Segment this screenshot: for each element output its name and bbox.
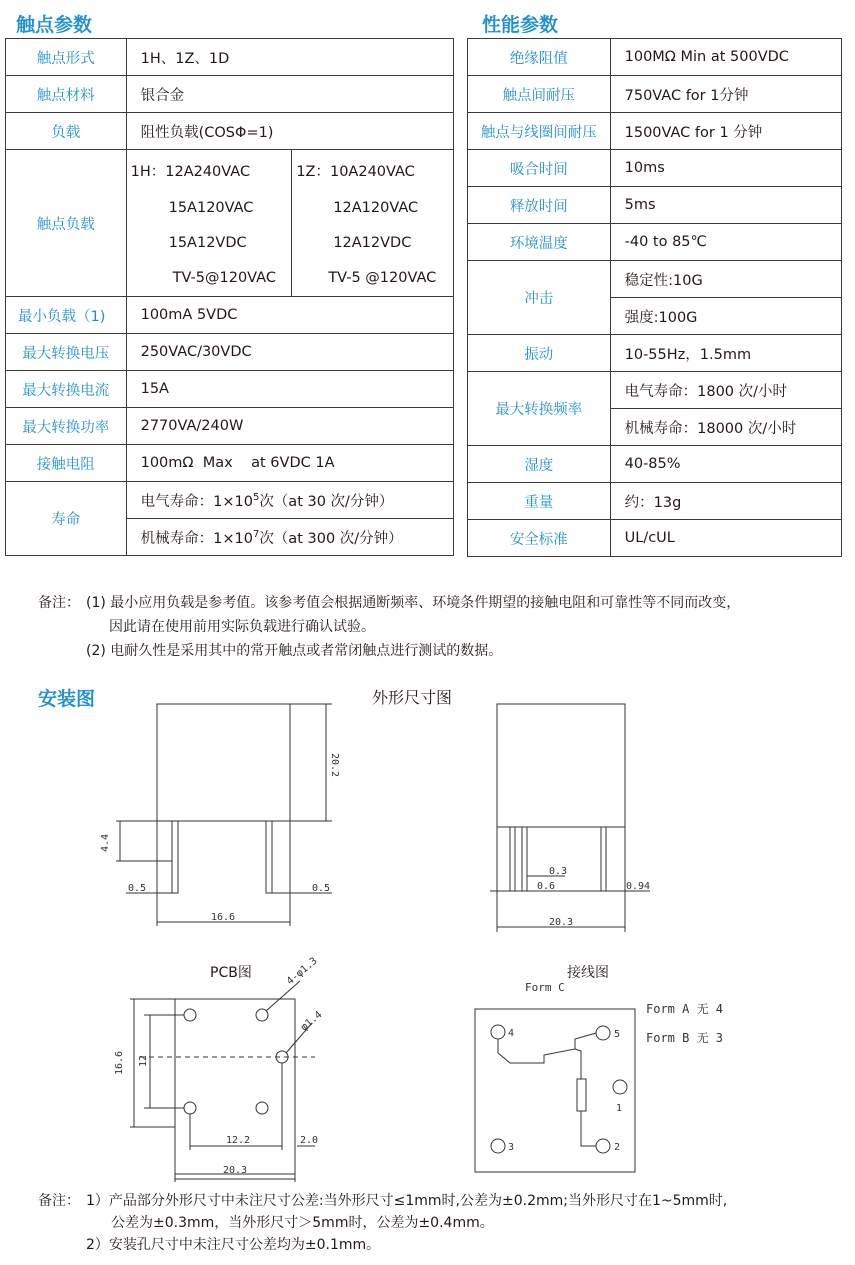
rating-1h-line: 15A120VAC <box>168 199 254 216</box>
row-label: 触点负载 <box>6 150 127 297</box>
row-value: UL/cUL <box>610 520 841 557</box>
table-row <box>6 150 454 297</box>
life-mechanical-text: 次（at 300 次/分钟） <box>259 530 403 547</box>
table-row <box>6 482 454 519</box>
pcb-hole <box>256 1102 268 1114</box>
table-row <box>468 483 842 520</box>
row-value: 机械寿命：18000 次/小时 <box>610 409 841 446</box>
row-value: 5ms <box>610 187 841 224</box>
terminal-3 <box>491 1139 505 1153</box>
install-title: 安装图 <box>38 688 96 710</box>
dim-height: 20.2 <box>329 752 340 778</box>
table-row <box>468 113 842 150</box>
row-label: 最大转换电流 <box>6 371 127 408</box>
rating-1z-line: 12A120VAC <box>333 199 419 216</box>
table-row <box>468 187 842 224</box>
pcb-dim-pitch: 12.2 <box>226 1135 251 1146</box>
row-label: 湿度 <box>468 446 611 483</box>
contact-table <box>5 38 454 556</box>
rating-1h-line: 15A12VDC <box>168 235 247 252</box>
table-row <box>468 150 842 187</box>
rating-col-1z <box>292 150 454 297</box>
row-label: 最小负载（1) <box>6 297 127 334</box>
row-label: 最大转换频率 <box>468 372 611 446</box>
table-row <box>468 261 842 298</box>
notes-block <box>38 592 853 667</box>
table-row <box>468 335 842 372</box>
row-label: 安全标准 <box>468 520 611 557</box>
performance-table <box>467 38 842 557</box>
front-view-drawing <box>100 700 340 935</box>
table-row <box>468 372 842 409</box>
row-label: 吸合时间 <box>468 150 611 187</box>
pcb-dim-v: 12 <box>138 1054 149 1068</box>
life-electrical-text: 电气寿命：1×10 <box>140 493 253 510</box>
row-value: 1500VAC for 1 分钟 <box>610 113 841 150</box>
pcb-hole-b: φ1.4 <box>298 1009 325 1034</box>
dim-pin-width-right: 0.5 <box>312 883 331 894</box>
notes2-prefix: 备注： <box>38 1193 80 1209</box>
relay-side-outline <box>497 704 625 827</box>
row-label: 冲击 <box>468 261 611 335</box>
dim-width: 16.6 <box>210 912 236 923</box>
row-label: 接触电阻 <box>6 445 127 482</box>
life-mechanical-text: 机械寿命：1×10 <box>140 530 253 547</box>
row-label: 触点材料 <box>6 76 127 113</box>
rating-1z-line: 12A12VDC <box>333 235 412 252</box>
row-label: 触点形式 <box>6 39 127 76</box>
dim-side-b: 0.6 <box>537 881 556 892</box>
table-row <box>6 39 454 76</box>
rating-col-1h <box>126 150 292 297</box>
notes-block-2 <box>38 1190 853 1262</box>
dim-side-a: 0.3 <box>549 866 568 877</box>
table-row <box>6 445 454 482</box>
terminal-5 <box>596 1026 610 1040</box>
row-value: 750VAC for 1分钟 <box>610 76 841 113</box>
table-row <box>468 76 842 113</box>
terminal-label-4: 4 <box>508 1028 515 1039</box>
contact-section-title: 触点参数 <box>16 14 93 36</box>
relay-body-outline <box>157 704 290 821</box>
pin-right <box>266 821 272 893</box>
life-mechanical <box>126 519 453 556</box>
row-value: 稳定性:10G <box>610 261 841 298</box>
note-1-line-2: 因此请在使用前用实际负载进行确认试验。 <box>109 619 375 635</box>
rating-1z-line: 1Z：10A240VAC <box>296 163 415 180</box>
note-1-line-1: (1) 最小应用负载是参考值。该参考值会根据通断频率、环境条件期望的接触电阻和可靠性等不同而改变， <box>86 595 741 611</box>
life-mechanical-exp: 7 <box>252 528 260 540</box>
row-label: 负载 <box>6 113 127 150</box>
wiring-form-b: Form B 无 3 <box>646 1031 724 1045</box>
table-row <box>6 371 454 408</box>
dim-side-c: 0.94 <box>626 881 651 892</box>
terminal-label-3: 3 <box>508 1142 515 1153</box>
row-value: 40-85% <box>610 446 841 483</box>
outline-caption: 外形尺寸图 <box>372 688 453 707</box>
wiring-form-c: Form C <box>525 981 565 994</box>
row-label: 触点与线圈间耐压 <box>468 113 611 150</box>
row-value: 100MΩ Min at 500VDC <box>610 39 841 76</box>
wiring-caption: 接线图 <box>567 965 609 981</box>
terminal-1 <box>613 1080 627 1094</box>
row-label: 释放时间 <box>468 187 611 224</box>
row-value: 15A <box>126 371 453 408</box>
wiring-drawing <box>470 975 760 1180</box>
rating-1h-line: 1H：12A240VAC <box>130 163 251 180</box>
row-value: 2770VA/240W <box>126 408 453 445</box>
table-row <box>6 113 454 150</box>
pcb-outline <box>175 999 295 1174</box>
row-value: 约：13g <box>610 483 841 520</box>
life-electrical-text: 次（at 30 次/分钟） <box>259 493 394 510</box>
pcb-hole <box>184 1102 196 1114</box>
terminal-2 <box>596 1139 610 1153</box>
table-row <box>468 39 842 76</box>
pin-side-a <box>510 827 515 891</box>
terminal-label-2: 2 <box>614 1142 621 1153</box>
row-value: 阻性负载(COSΦ=1) <box>126 113 453 150</box>
table-row <box>6 297 454 334</box>
coil-symbol <box>577 1079 586 1111</box>
terminal-label-1: 1 <box>616 1103 623 1114</box>
note-2: (2) 电耐久性是采用其中的常开触点或者常闭触点进行测试的数据。 <box>86 643 503 659</box>
pin-side-c <box>601 827 606 891</box>
pin-left <box>172 821 178 893</box>
wiring-form-a: Form A 无 4 <box>646 1002 724 1016</box>
pcb-dim-h: 16.6 <box>114 1050 125 1076</box>
performance-section-title: 性能参数 <box>482 14 559 36</box>
pcb-hole <box>184 1009 196 1021</box>
table-row <box>468 446 842 483</box>
pin-side-b <box>522 827 527 891</box>
row-value: 10-55Hz，1.5mm <box>610 335 841 372</box>
dim-pin-length: 4.4 <box>100 833 111 853</box>
terminal-4 <box>491 1025 505 1039</box>
row-value: 1H、1Z、1D <box>126 39 453 76</box>
rating-1h-line: TV-5@120VAC <box>172 270 276 287</box>
row-label: 寿命 <box>6 482 127 556</box>
notes-prefix: 备注： <box>38 595 80 611</box>
wiring-outline <box>475 1009 635 1172</box>
row-label: 绝缘阻值 <box>468 39 611 76</box>
side-view-drawing <box>475 700 655 935</box>
row-value: 100mA 5VDC <box>126 297 453 334</box>
pcb-caption: PCB图 <box>210 965 252 981</box>
table-row <box>6 334 454 371</box>
note2-1-line-1: 1）产品部分外形尺寸中未注尺寸公差:当外形尺寸≤1mm时,公差为±0.2mm;当外形尺寸在1~5mm时, <box>86 1193 728 1209</box>
row-label: 触点间耐压 <box>468 76 611 113</box>
row-value: -40 to 85℃ <box>610 224 841 261</box>
row-value: 250VAC/30VDC <box>126 334 453 371</box>
life-electrical-exp: 5 <box>252 491 260 503</box>
rating-1z-line: TV-5 @120VAC <box>328 270 437 287</box>
dim-pin-width-left: 0.5 <box>128 883 147 894</box>
pcb-dim-edge: 2.0 <box>300 1135 319 1146</box>
pcb-holes-a: 4-φ1.3 <box>284 955 320 988</box>
pcb-dim-width: 20.3 <box>222 1165 248 1176</box>
row-value: 10ms <box>610 150 841 187</box>
row-label: 振动 <box>468 335 611 372</box>
dim-side-width: 20.3 <box>548 917 574 928</box>
note2-1-line-2: 公差为±0.3mm，当外形尺寸＞5mm时，公差为±0.4mm。 <box>111 1215 494 1231</box>
life-electrical <box>126 482 453 519</box>
row-value: 100mΩ Max at 6VDC 1A <box>126 445 453 482</box>
row-label: 最大转换功率 <box>6 408 127 445</box>
row-value: 电气寿命：1800 次/小时 <box>610 372 841 409</box>
table-row <box>468 520 842 557</box>
table-row <box>468 224 842 261</box>
table-row <box>6 76 454 113</box>
note2-2: 2）安装孔尺寸中未注尺寸公差均为±0.1mm。 <box>86 1237 381 1253</box>
table-row <box>6 408 454 445</box>
row-label: 重量 <box>468 483 611 520</box>
row-label: 最大转换电压 <box>6 334 127 371</box>
terminal-label-5: 5 <box>614 1029 621 1040</box>
row-value: 银合金 <box>126 76 453 113</box>
row-value: 强度:100G <box>610 298 841 335</box>
row-label: 环境温度 <box>468 224 611 261</box>
